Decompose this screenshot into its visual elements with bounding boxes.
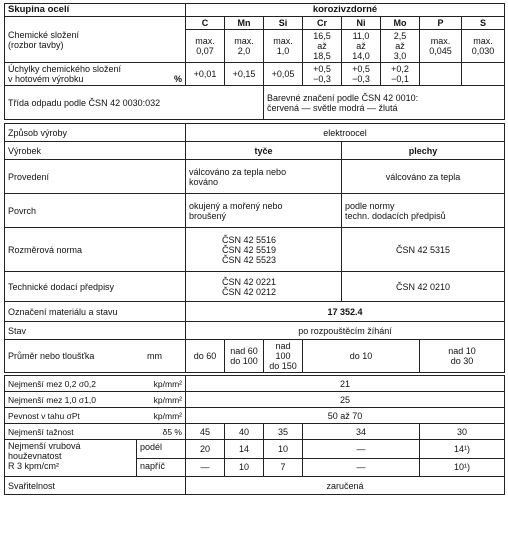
element-Ni: Ni [342, 17, 381, 30]
surface-row [5, 194, 505, 228]
group-label: Skupina ocelí [5, 4, 186, 17]
deviation-Ni: +0,5 −0,3 [342, 63, 381, 86]
impact-long-1: 20 [186, 440, 225, 459]
group-row [5, 4, 505, 17]
value-C: max. 0,07 [186, 30, 225, 63]
diameter-1: do 60 [186, 340, 225, 373]
designation-value: 17 352.4 [186, 302, 505, 322]
element-C: C [186, 17, 225, 30]
diameter-5: nad 10 do 30 [420, 340, 505, 373]
elongation-label: Nejmenší tažnost δ5 % [5, 424, 186, 440]
element-Mn: Mn [225, 17, 264, 30]
diameter-row [5, 340, 505, 373]
value-S: max. 0,030 [462, 30, 505, 63]
elongation-2: 40 [225, 424, 264, 440]
elongation-1: 45 [186, 424, 225, 440]
deviation-C: +0,01 [186, 63, 225, 86]
impact-long-5: 14¹) [420, 440, 505, 459]
execution-bars: válcováno za tepla nebo kováno [186, 160, 342, 194]
element-Si: Si [264, 17, 303, 30]
execution-plates: válcováno za tepla [342, 160, 505, 194]
impact-long-3: 10 [264, 440, 303, 459]
production-value: elektroocel [186, 124, 505, 142]
dimension-plates: ČSN 42 5315 [342, 228, 505, 272]
element-S: S [462, 17, 505, 30]
tensile-label: Pevnost v tahu σPt kp/mm² [5, 408, 186, 424]
impact-long-label: podél [137, 440, 185, 459]
designation-row [5, 302, 505, 322]
product-row [5, 142, 505, 160]
value-P: max. 0,045 [420, 30, 462, 63]
impact-trans-5: 10¹) [420, 458, 505, 477]
yield02-row [5, 376, 505, 392]
element-P: P [420, 17, 462, 30]
element-Cr: Cr [303, 17, 342, 30]
value-Ni: 11,0 až 14,0 [342, 30, 381, 63]
impact-long-4: — [303, 440, 420, 459]
impact-trans-label: napříč [140, 460, 166, 471]
deviation-Si: +0,05 [264, 63, 303, 86]
waste-row [5, 86, 505, 120]
tensile-row [5, 408, 505, 424]
chemistry-label: Chemické složení (rozbor tavby) [5, 17, 186, 63]
value-Si: max. 1,0 [264, 30, 303, 63]
product-label: Výrobek [5, 142, 186, 160]
deviation-P [420, 63, 462, 86]
elongation-5: 30 [420, 424, 505, 440]
product-plates: plechy [342, 142, 505, 160]
value-Mo: 2,5 až 3,0 [381, 30, 420, 63]
dimension-bars: ČSN 42 5516 ČSN 42 5519 ČSN 42 5523 [186, 228, 342, 272]
impact-label: Nejmenší vrubová houževnatost R 3 kpm/cm² podél napříč [5, 440, 186, 477]
technical-bars: ČSN 42 0221 ČSN 42 0212 [186, 272, 342, 302]
surface-label: Povrch [5, 194, 186, 228]
elements-row [5, 17, 505, 30]
dimension-row [5, 228, 505, 272]
state-value: po rozpouštěcím žíhání [186, 322, 505, 340]
material-sheet [4, 3, 504, 537]
weldability-label: Svařitelnost [5, 477, 186, 495]
diameter-label: Průměr nebo tloušťka mm [5, 340, 186, 373]
value-Cr: 16,5 až 18,5 [303, 30, 342, 63]
steel-properties-table [4, 3, 505, 495]
deviation-Mn: +0,15 [225, 63, 264, 86]
impact-trans-2: 10 [225, 458, 264, 477]
tensile-value: 50 až 70 [186, 408, 505, 424]
execution-row [5, 160, 505, 194]
deviation-row [5, 63, 505, 86]
yield10-row [5, 392, 505, 408]
diameter-2: nad 60 do 100 [225, 340, 264, 373]
waste-class: Třída odpadu podle ČSN 42 0030:032 [5, 86, 264, 120]
dimension-label: Rozměrová norma [5, 228, 186, 272]
yield10-label: Nejmenší mez 1,0 σ1,0 kp/mm² [5, 392, 186, 408]
color-marking: Barevné značení podle ČSN 42 0010: červená — světle modrá — žlutá [264, 86, 505, 120]
technical-label: Technické dodací předpisy [5, 272, 186, 302]
elongation-row [5, 424, 505, 440]
yield02-value: 21 [186, 376, 505, 392]
weldability-value: zaručená [186, 477, 505, 495]
surface-bars: okujený a mořený nebo broušený [186, 194, 342, 228]
element-Mo: Mo [381, 17, 420, 30]
diameter-3: nad 100 do 150 [264, 340, 303, 373]
execution-label: Provedení [5, 160, 186, 194]
impact-long-row [5, 440, 505, 459]
designation-label: Označení materiálu a stavu [5, 302, 186, 322]
technical-plates: ČSN 42 0210 [342, 272, 505, 302]
technical-row [5, 272, 505, 302]
product-bars: tyče [186, 142, 342, 160]
state-label: Stav [5, 322, 186, 340]
production-label: Způsob výroby [5, 124, 186, 142]
yield02-label: Nejmenší mez 0,2 σ0,2 kp/mm² [5, 376, 186, 392]
impact-trans-4: — [303, 458, 420, 477]
yield10-value: 25 [186, 392, 505, 408]
deviation-label: Úchylky chemického složení v hotovém výrobku % [5, 63, 186, 86]
elongation-4: 34 [303, 424, 420, 440]
deviation-Mo: +0,2 −0,1 [381, 63, 420, 86]
weldability-row [5, 477, 505, 495]
impact-trans-3: 7 [264, 458, 303, 477]
deviation-S [462, 63, 505, 86]
diameter-4: do 10 [303, 340, 420, 373]
deviation-Cr: +0,5 −0,3 [303, 63, 342, 86]
production-row [5, 124, 505, 142]
impact-long-2: 14 [225, 440, 264, 459]
impact-trans-1: — [186, 458, 225, 477]
state-row [5, 322, 505, 340]
value-Mn: max. 2,0 [225, 30, 264, 63]
surface-plates: podle normy techn. dodacích předpisů [342, 194, 505, 228]
group-value: korozivzdorné [186, 4, 505, 17]
elongation-3: 35 [264, 424, 303, 440]
